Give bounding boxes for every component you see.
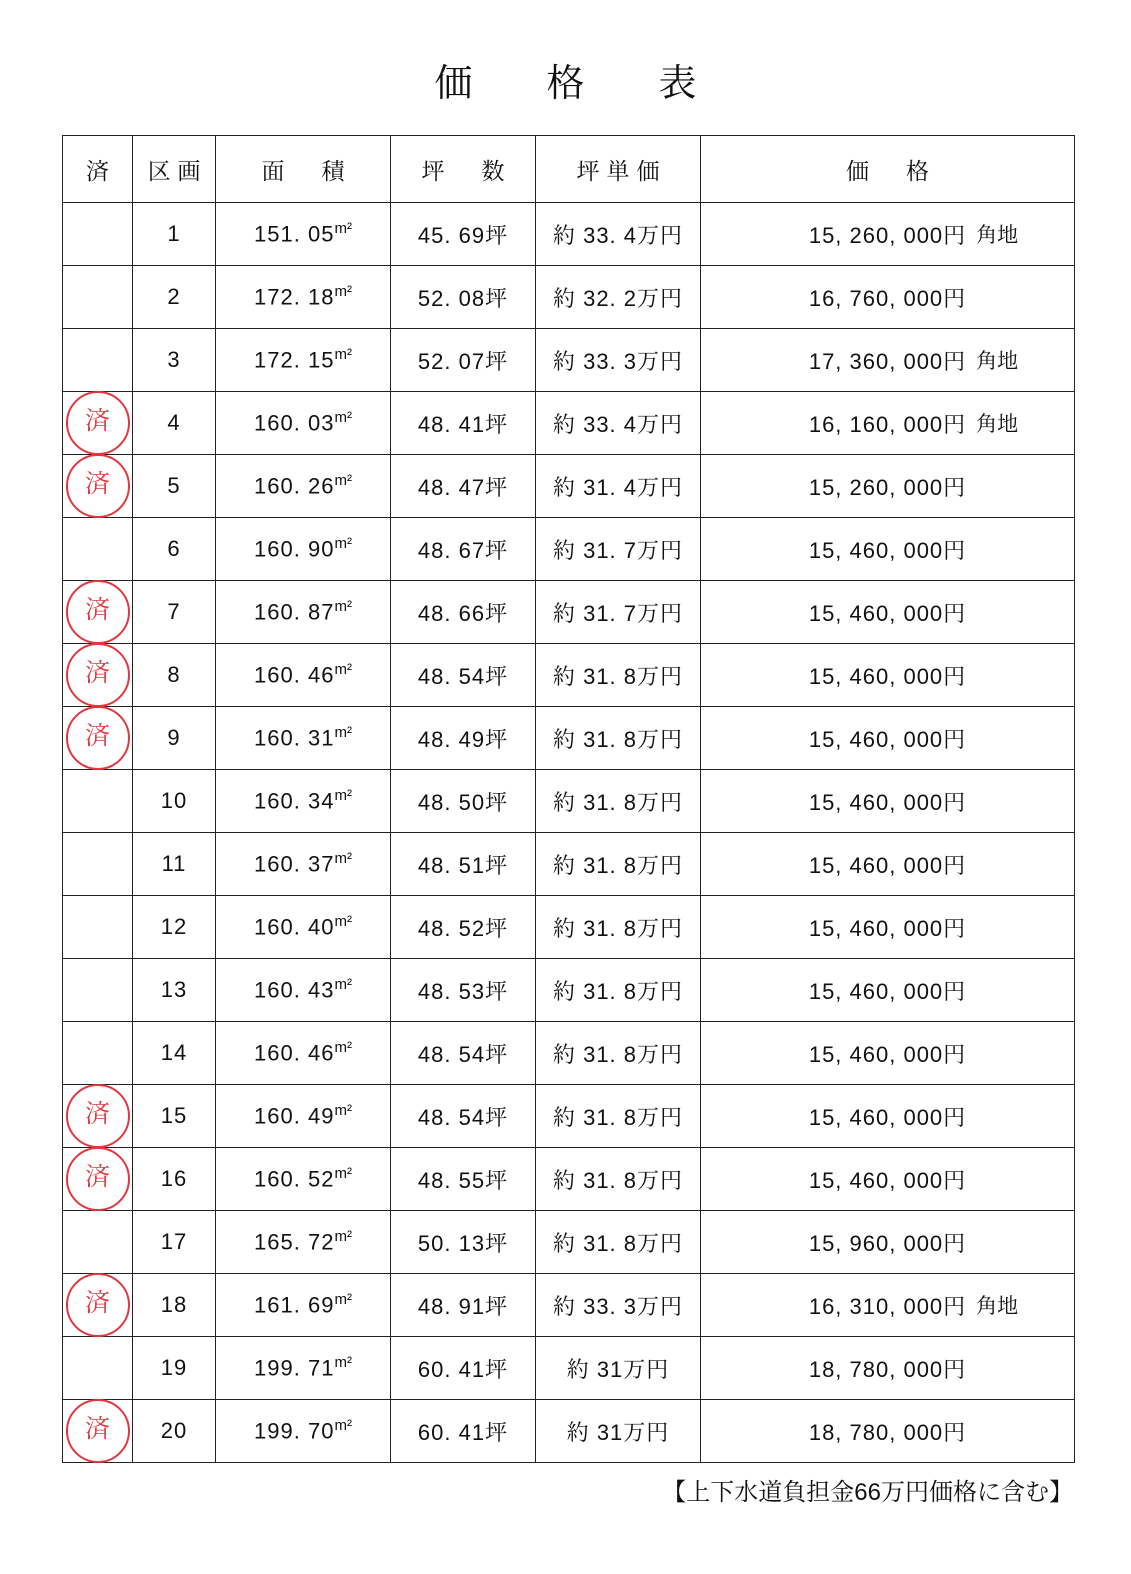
sold-stamp-icon: 済 [66,391,130,455]
cell-done [63,518,133,581]
cell-area [216,644,391,707]
table-row [63,455,1075,518]
cell-tsubo: 48. 52坪 [391,896,536,959]
square-meter-unit: m² [334,283,352,301]
table-row [63,1337,1075,1400]
price-value-wrap [808,219,1019,250]
cell-area-value: 199. 71 [254,1355,335,1381]
price-value: 18, 780, 000円 [808,1356,967,1382]
price-value-wrap [809,660,966,691]
cell-unit-price: 約 31. 8万円 [536,959,701,1022]
cell-unit-price: 約 31. 8万円 [536,1022,701,1085]
price-table-container [62,135,1074,1463]
cell-price [701,896,1075,959]
cell-tsubo: 48. 91坪 [391,1274,536,1337]
cell-area-value: 160. 37 [254,851,335,877]
price-value-wrap [809,849,966,880]
cell-area-value: 172. 15 [254,347,335,373]
price-value: 16, 310, 000円 [808,1293,967,1319]
table-row [63,644,1075,707]
cell-area-value: 160. 43 [254,977,335,1003]
cell-block-number: 11 [133,833,216,896]
cell-price [701,518,1075,581]
page-title: 価 格 表 [434,63,715,105]
cell-area [216,329,391,392]
cell-price [701,1022,1075,1085]
cell-price [701,203,1075,266]
cell-tsubo: 48. 55坪 [391,1148,536,1211]
sold-stamp-icon: 済 [66,1399,130,1463]
table-row [63,1274,1075,1337]
cell-price [701,266,1075,329]
cell-area [216,1400,391,1463]
price-value-wrap [809,1416,966,1447]
cell-area [216,203,391,266]
cell-unit-price: 約 31. 8万円 [536,770,701,833]
cell-area-value: 165. 72 [254,1229,335,1255]
cell-area [216,455,391,518]
cell-area-value: 160. 52 [254,1166,335,1192]
cell-tsubo: 48. 66坪 [391,581,536,644]
price-value-wrap [809,1353,966,1384]
cell-tsubo: 48. 41坪 [391,392,536,455]
column-header-tsubo: 坪 数 [391,136,536,203]
price-value-wrap [808,1290,1019,1321]
cell-area-value: 160. 87 [254,599,335,625]
table-row [63,1400,1075,1463]
column-header-area: 面 積 [216,136,391,203]
price-value: 15, 960, 000円 [808,1230,967,1256]
cell-block-number: 8 [133,644,216,707]
cell-price [701,455,1075,518]
price-value: 15, 460, 000円 [808,852,967,878]
cell-unit-price: 約 33. 3万円 [536,1274,701,1337]
square-meter-unit: m² [334,850,352,868]
column-header-price: 価 格 [701,136,1075,203]
price-value: 15, 260, 000円 [808,222,967,248]
price-value-wrap [809,471,966,502]
cell-block-number: 1 [133,203,216,266]
cell-unit-price: 約 31. 8万円 [536,896,701,959]
square-meter-unit: m² [334,1228,352,1246]
cell-done [63,770,133,833]
corner-lot-label: 角地 [976,350,1019,373]
cell-block-number: 19 [133,1337,216,1400]
square-meter-unit: m² [334,1417,352,1435]
table-row [63,581,1075,644]
cell-block-number: 4 [133,392,216,455]
price-value: 15, 460, 000円 [808,915,967,941]
corner-lot-label: 角地 [976,1295,1019,1318]
cell-price [701,1400,1075,1463]
cell-area-value: 199. 70 [254,1418,335,1444]
sold-stamp-icon: 済 [66,643,130,707]
cell-unit-price: 約 31万円 [536,1400,701,1463]
cell-tsubo: 48. 51坪 [391,833,536,896]
cell-area [216,1148,391,1211]
square-meter-unit: m² [334,1165,352,1183]
square-meter-unit: m² [334,220,352,238]
cell-unit-price: 約 33. 4万円 [536,203,701,266]
table-row [63,707,1075,770]
price-value: 15, 460, 000円 [808,726,967,752]
price-value-wrap [809,534,966,565]
cell-area [216,1022,391,1085]
square-meter-unit: m² [334,724,352,742]
cell-area [216,266,391,329]
cell-done [63,707,133,770]
cell-price [701,1148,1075,1211]
square-meter-unit: m² [334,472,352,490]
cell-area [216,1085,391,1148]
cell-unit-price: 約 33. 3万円 [536,329,701,392]
cell-unit-price: 約 31. 4万円 [536,455,701,518]
cell-area-value: 160. 46 [254,662,335,688]
cell-block-number: 12 [133,896,216,959]
cell-area [216,770,391,833]
cell-area [216,581,391,644]
sold-stamp-icon: 済 [66,706,130,770]
table-row [63,392,1075,455]
cell-area [216,1337,391,1400]
table-body [63,203,1075,1463]
cell-block-number: 5 [133,455,216,518]
cell-price [701,959,1075,1022]
cell-area-value: 160. 40 [254,914,335,940]
cell-unit-price: 約 31. 8万円 [536,1148,701,1211]
cell-tsubo: 48. 50坪 [391,770,536,833]
price-value-wrap [809,912,966,943]
cell-area [216,518,391,581]
cell-area [216,392,391,455]
square-meter-unit: m² [334,346,352,364]
cell-area [216,833,391,896]
price-value-wrap [809,1164,966,1195]
cell-area-value: 160. 26 [254,473,335,499]
cell-done [63,896,133,959]
price-value: 16, 760, 000円 [808,285,967,311]
square-meter-unit: m² [334,409,352,427]
price-value-wrap [809,723,966,754]
cell-unit-price: 約 31. 7万円 [536,518,701,581]
corner-lot-label: 角地 [976,224,1019,247]
cell-block-number: 13 [133,959,216,1022]
sold-stamp-icon: 済 [66,1147,130,1211]
square-meter-unit: m² [334,661,352,679]
price-value-wrap [809,1038,966,1069]
price-value: 15, 460, 000円 [808,537,967,563]
cell-tsubo: 52. 07坪 [391,329,536,392]
price-value: 16, 160, 000円 [808,411,967,437]
cell-price [701,1211,1075,1274]
square-meter-unit: m² [334,913,352,931]
square-meter-unit: m² [334,1102,352,1120]
cell-unit-price: 約 31. 8万円 [536,644,701,707]
cell-area-value: 172. 18 [254,284,335,310]
cell-price [701,770,1075,833]
cell-done [63,959,133,1022]
price-value-wrap [809,597,966,628]
table-row [63,203,1075,266]
cell-done [63,1085,133,1148]
table-row [63,770,1075,833]
price-value: 15, 460, 000円 [808,978,967,1004]
cell-tsubo: 60. 41坪 [391,1400,536,1463]
sold-stamp-icon: 済 [66,1273,130,1337]
corner-lot-label: 角地 [976,413,1019,436]
square-meter-unit: m² [334,787,352,805]
column-header-block: 区画 [133,136,216,203]
column-header-unit-price: 坪単価 [536,136,701,203]
price-value-wrap [809,1227,966,1258]
cell-block-number: 3 [133,329,216,392]
cell-done [63,1274,133,1337]
cell-price [701,1085,1075,1148]
price-value-wrap [809,282,966,313]
cell-done [63,203,133,266]
price-value: 15, 460, 000円 [808,663,967,689]
table-row [63,1211,1075,1274]
cell-block-number: 15 [133,1085,216,1148]
square-meter-unit: m² [334,1354,352,1372]
cell-area-value: 160. 49 [254,1103,335,1129]
cell-block-number: 2 [133,266,216,329]
price-value: 15, 460, 000円 [808,1041,967,1067]
cell-price [701,707,1075,770]
sold-stamp-icon: 済 [66,580,130,644]
cell-done [63,644,133,707]
cell-block-number: 20 [133,1400,216,1463]
cell-area-value: 160. 03 [254,410,335,436]
cell-done [63,833,133,896]
cell-unit-price: 約 31. 8万円 [536,833,701,896]
cell-block-number: 16 [133,1148,216,1211]
cell-done [63,1337,133,1400]
cell-unit-price: 約 31万円 [536,1337,701,1400]
cell-tsubo: 48. 53坪 [391,959,536,1022]
price-value-wrap [808,345,1019,376]
table-row [63,266,1075,329]
price-value-wrap [809,786,966,817]
cell-tsubo: 48. 67坪 [391,518,536,581]
footnote: 【上下水道負担金66万円価格に含む】 [662,1479,1073,1506]
table-row [63,959,1075,1022]
cell-area-value: 151. 05 [254,221,335,247]
cell-price [701,392,1075,455]
table-row [63,896,1075,959]
cell-done [63,1148,133,1211]
cell-block-number: 7 [133,581,216,644]
cell-block-number: 6 [133,518,216,581]
cell-block-number: 9 [133,707,216,770]
price-value: 18, 780, 000円 [808,1419,967,1445]
cell-area [216,1274,391,1337]
cell-price [701,581,1075,644]
cell-price [701,329,1075,392]
cell-unit-price: 約 31. 8万円 [536,707,701,770]
table-row [63,1148,1075,1211]
price-value: 15, 460, 000円 [808,789,967,815]
cell-done [63,1400,133,1463]
cell-unit-price: 約 31. 8万円 [536,1211,701,1274]
column-header-done: 済 [63,136,133,203]
price-table [62,135,1075,1463]
cell-unit-price: 約 33. 4万円 [536,392,701,455]
cell-area [216,707,391,770]
cell-unit-price: 約 31. 7万円 [536,581,701,644]
sold-stamp-icon: 済 [66,1084,130,1148]
cell-unit-price: 約 32. 2万円 [536,266,701,329]
cell-tsubo: 48. 54坪 [391,1022,536,1085]
cell-done [63,266,133,329]
cell-done [63,329,133,392]
cell-area-value: 161. 69 [254,1292,335,1318]
cell-area [216,896,391,959]
table-row [63,1022,1075,1085]
cell-area-value: 160. 46 [254,1040,335,1066]
square-meter-unit: m² [334,598,352,616]
table-row [63,833,1075,896]
cell-tsubo: 50. 13坪 [391,1211,536,1274]
price-value: 15, 260, 000円 [808,474,967,500]
cell-done [63,455,133,518]
square-meter-unit: m² [334,1291,352,1309]
cell-tsubo: 48. 49坪 [391,707,536,770]
cell-done [63,392,133,455]
cell-tsubo: 45. 69坪 [391,203,536,266]
cell-block-number: 18 [133,1274,216,1337]
price-value: 15, 460, 000円 [808,600,967,626]
sold-stamp-icon: 済 [66,454,130,518]
cell-tsubo: 48. 54坪 [391,1085,536,1148]
cell-tsubo: 48. 54坪 [391,644,536,707]
table-row [63,518,1075,581]
cell-done [63,1022,133,1085]
cell-tsubo: 52. 08坪 [391,266,536,329]
cell-block-number: 14 [133,1022,216,1085]
cell-block-number: 10 [133,770,216,833]
cell-area-value: 160. 90 [254,536,335,562]
price-value: 15, 460, 000円 [808,1104,967,1130]
price-value: 17, 360, 000円 [808,348,967,374]
cell-block-number: 17 [133,1211,216,1274]
cell-tsubo: 48. 47坪 [391,455,536,518]
square-meter-unit: m² [334,535,352,553]
price-value: 15, 460, 000円 [808,1167,967,1193]
table-row [63,1085,1075,1148]
cell-done [63,1211,133,1274]
cell-price [701,833,1075,896]
cell-price [701,1337,1075,1400]
square-meter-unit: m² [334,976,352,994]
cell-price [701,1274,1075,1337]
cell-area-value: 160. 34 [254,788,335,814]
price-value-wrap [809,1101,966,1132]
table-header-row [63,136,1075,203]
cell-unit-price: 約 31. 8万円 [536,1085,701,1148]
cell-price [701,644,1075,707]
table-row [63,329,1075,392]
cell-area [216,959,391,1022]
cell-area-value: 160. 31 [254,725,335,751]
price-value-wrap [809,975,966,1006]
cell-tsubo: 60. 41坪 [391,1337,536,1400]
cell-area [216,1211,391,1274]
cell-done [63,581,133,644]
square-meter-unit: m² [334,1039,352,1057]
price-value-wrap [808,408,1019,439]
